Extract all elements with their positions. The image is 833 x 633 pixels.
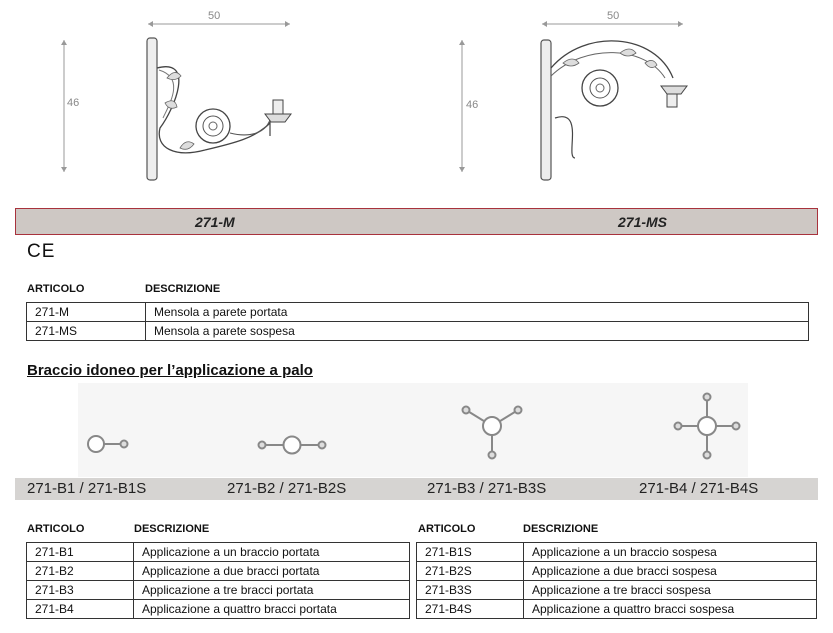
article-description: Applicazione a quattro bracci portata (134, 600, 410, 619)
arms-band (15, 478, 818, 500)
table-row (27, 303, 809, 322)
table-row (417, 581, 817, 600)
table-row (417, 600, 817, 619)
one-arm-icon (88, 436, 128, 452)
article-description: Applicazione a due bracci portata (134, 562, 410, 581)
article-code: 271-B2S (417, 562, 524, 581)
articles-table (26, 302, 809, 341)
article-description: Applicazione a un braccio sospesa (524, 543, 817, 562)
table-row (417, 543, 817, 562)
table2-header-articolo-right: ARTICOLO (418, 523, 476, 535)
ce-mark-icon: CE (27, 241, 56, 262)
article-description: Mensola a parete sospesa (146, 322, 809, 341)
article-code: 271-B4 (27, 600, 134, 619)
table2-header-descrizione-left: DESCRIZIONE (134, 523, 210, 535)
width-dimension-label: 50 (607, 10, 620, 22)
table-row (27, 322, 809, 341)
arms-table-left (26, 542, 410, 619)
height-dimension-label: 46 (466, 99, 479, 111)
article-code: 271-B1S (417, 543, 524, 562)
article-description: Applicazione a un braccio portata (134, 543, 410, 562)
article-code: 271-B2 (27, 562, 134, 581)
article-code: 271-B3S (417, 581, 524, 600)
article-code: 271-B1 (27, 543, 134, 562)
height-dimension-label: 46 (67, 97, 80, 109)
table2-header-articolo-left: ARTICOLO (27, 523, 85, 535)
article-description: Applicazione a tre bracci portata (134, 581, 410, 600)
bracket-drawing-left (55, 8, 315, 188)
article-code: 271-M (27, 303, 146, 322)
article-code: 271-B4S (417, 600, 524, 619)
article-description: Mensola a parete portata (146, 303, 809, 322)
article-description: Applicazione a due bracci sospesa (524, 562, 817, 581)
article-code: 271-B3 (27, 581, 134, 600)
table-row (417, 562, 817, 581)
arm-configurations (78, 383, 748, 477)
model-label-271-ms: 271-MS (618, 214, 668, 230)
article-description: Applicazione a quattro bracci sospesa (524, 600, 817, 619)
table-row (27, 562, 410, 581)
arm-label: 271-B1 / 271-B1S (27, 480, 147, 497)
table2-header-descrizione-right: DESCRIZIONE (523, 523, 599, 535)
article-description: Applicazione a tre bracci sospesa (524, 581, 817, 600)
table1-header-descrizione: DESCRIZIONE (145, 283, 221, 295)
bracket-drawing-right (455, 8, 715, 188)
arm-label: 271-B4 / 271-B4S (639, 480, 759, 497)
three-arm-icon (463, 407, 522, 459)
table1-header-articolo: ARTICOLO (27, 283, 85, 295)
section-title: Braccio idoneo per l’applicazione a palo (27, 362, 313, 379)
arm-label: 271-B2 / 271-B2S (227, 480, 347, 497)
table-row (27, 581, 410, 600)
table-row (27, 600, 410, 619)
arm-label: 271-B3 / 271-B3S (427, 480, 547, 497)
model-label-271-m: 271-M (195, 214, 235, 230)
models-band (15, 208, 818, 235)
two-arm-icon (259, 437, 326, 454)
four-arm-icon (675, 394, 740, 459)
width-dimension-label: 50 (208, 10, 221, 22)
arms-table-right (416, 542, 817, 619)
table-row (27, 543, 410, 562)
article-code: 271-MS (27, 322, 146, 341)
